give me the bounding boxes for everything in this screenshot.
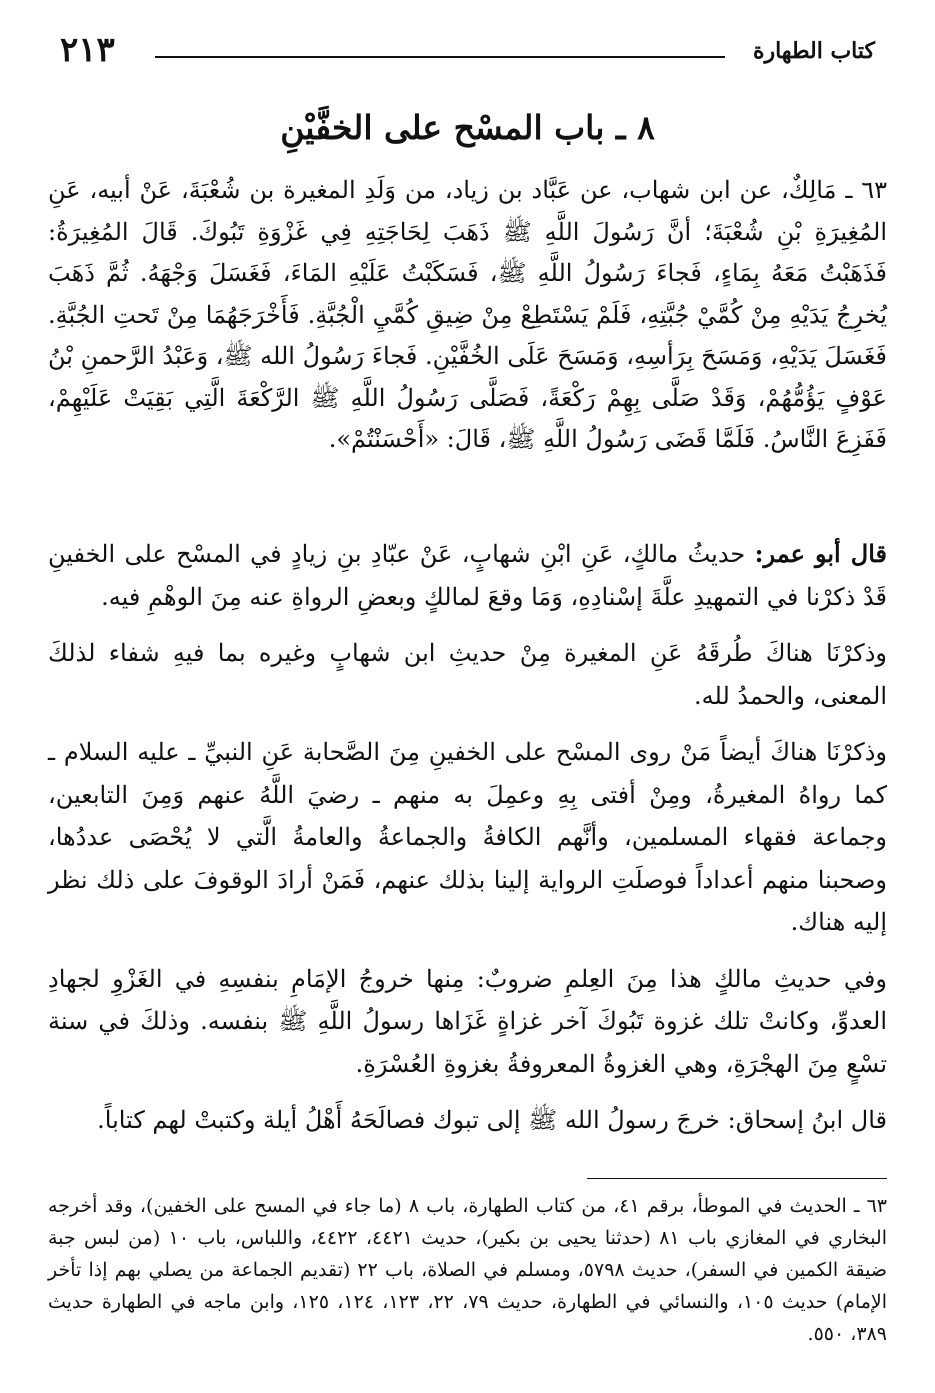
commentary-paragraph — [48, 731, 887, 944]
page-number: ٢١٣ — [60, 30, 115, 70]
hadith-text: ٦٣ ـ مَالِكٌ، عن ابن شهاب، عن عَبَّاد بن زياد، من وَلَدِ المغيرة بن شُعْبَةَ، عَنْ أبيه، عَنِ المُغِيرَةِ بْنِ شُعْبَةَ؛ أنَّ رَسُولَ اللَّهِ ﷺ ذَهَبَ لِحَاجَتِهِ فِي غَزْوَةِ تَبُوكَ. قَالَ المُغِيرَةُ: فَذَهَبْتُ مَعَهُ بِمَاءٍ، فَجاءَ رَسُولُ اللَّهِ ﷺ، فَسَكَبْتُ عَلَيْهِ المَاءَ، فَغَسَلَ وَجْهَهُ. ثُمَّ ذَهَبَ يُخرِجُ يَدَيْهِ مِنْ كُمَّيْ جُبَّتِهِ، فَلَمْ يَسْتَطِعْ مِنْ ضِيقِ كُمَّيِ الْجُبَّةِ. فَأَخْرَجَهُمَا مِنْ تَحتِ الجُبَّةِ. فَغَسَلَ يَدَيْهِ، وَمَسَحَ بِرَأسِهِ، وَمَسَحَ عَلَى الخُفَّيْنِ. فَجاءَ رَسُولُ الله ﷺ، وَعَبْدُ الرَّحمنِ بْنُ عَوْفٍ يَؤُمُّهُمْ، وَقَدْ صَلَّى بِهِمْ رَكْعَةً، فَصَلَّى رَسُولُ اللَّهِ ﷺ الرَّكْعَةَ الَّتِي بَقِيَتْ عَلَيْهِمْ، فَفَزِعَ النَّاسُ. فَلَمَّا قَضَى رَسُولُ اللَّهِ ﷺ، قَالَ: «أَحْسَنْتُمْ». — [48, 176, 887, 453]
commentary-paragraph — [48, 1099, 887, 1142]
paragraph-text: وذكرْنَا هناكَ أيضاً مَنْ روى المسْح على الخفينِ مِنَ الصَّحابة عَنِ النبيِّ ـ عليه السلام ـ كما رواهُ المغيرةُ، ومِنْ أفتى بِهِ وعمِلَ به منهم ـ رضيَ اللَّهُ عنهم وَمِنَ التابعين، وجماعة فقهاء المسلمين، وأنَّهم الكافةُ والجماعةُ والعامةُ الَّتي لا يُحْصَى عددُها، وصحبنا منهم أعداداً فوصلَتِ الرواية إلينا بذلك عنهم، فَمَنْ أرادَ الوقوفَ على ذلك نظر إليه هناك. — [48, 738, 887, 936]
chapter-title: ٨ ـ باب المسْح على الخفَّيْنِ — [280, 108, 655, 147]
commentary-paragraph — [48, 533, 887, 618]
footnote-divider — [587, 1178, 887, 1179]
commentary-paragraph — [48, 632, 887, 717]
commentary-paragraph — [48, 958, 887, 1086]
running-header — [60, 30, 875, 70]
book-title: كتاب الطهارة — [752, 38, 875, 64]
header-rule — [155, 56, 725, 58]
commentary — [48, 533, 887, 1156]
speaker-label: قال أبو عمر: — [754, 539, 887, 568]
paragraph-text: حديثُ مالكٍ، عَنِ ابْنِ شهابٍ، عَنْ عبّادِ بنِ زيادٍ في المسْح على الخفينِ قَدْ ذكرْنا في التمهيدِ علَّةَ إسْنادِهِ، وَمَا وقعَ لمالكٍ وبعضِ الرواةِ عنه مِنَ الوهْمِ فيه. — [48, 540, 887, 611]
paragraph-text: قال ابنُ إسحاق: خرجَ رسولُ الله ﷺ إلى تبوك فصالَحَهُ أَهْلُ أيلة وكتبتْ لهم كتاباً. — [97, 1106, 887, 1134]
footnote: ٦٣ ـ الحديث في الموطأ، برقم ٤١، من كتاب الطهارة، باب ٨ (ما جاء في المسح على الخفين)، وقد أخرجه البخاري في المغازي باب ٨١ (حدثنا يحيى بن بكير)، حديث ٤٤٢١، ٤٤٢٢، واللباس، باب ١٠ (من لبس جبة ضيقة الكمين في السفر)، حديث ٥٧٩٨، ومسلم في الصلاة، باب ٢٢ (تقديم الجماعة من يصلي بهم إذا تأخر الإمام) حديث ١٠٥، والنسائي في الطهارة، حديث ٧٩، ٢٢، ١٢٣، ١٢٤، ١٢٥، وابن ماجه في الطهارة حديث ٣٨٩، ٥٥٠. — [48, 1195, 888, 1345]
paragraph-text: وذكرْنَا هناكَ طُرقَهُ عَنِ المغيرة مِنْ حديثِ ابن شهابٍ وغيره بما فيهِ شفاء لذلكَ المعنى، والحمدُ لله. — [48, 639, 887, 710]
paragraph-text: وفي حديثِ مالكٍ هذا مِنَ العِلمِ ضروبٌ: مِنها خروجُ الإمَامِ بنفسِهِ في الغَزْوِ لجهادِ العدوِّ، وكانتْ تلك غزوة تَبُوكَ آخر غزاةٍ غَزَاها رسولُ اللَّهِ ﷺ بنفسه. وذلكَ في سنة تسْعٍ مِنَ الهجْرَةِ، وهي الغزوةُ المعروفةُ بغزوةِ العُسْرَةِ. — [48, 964, 887, 1078]
